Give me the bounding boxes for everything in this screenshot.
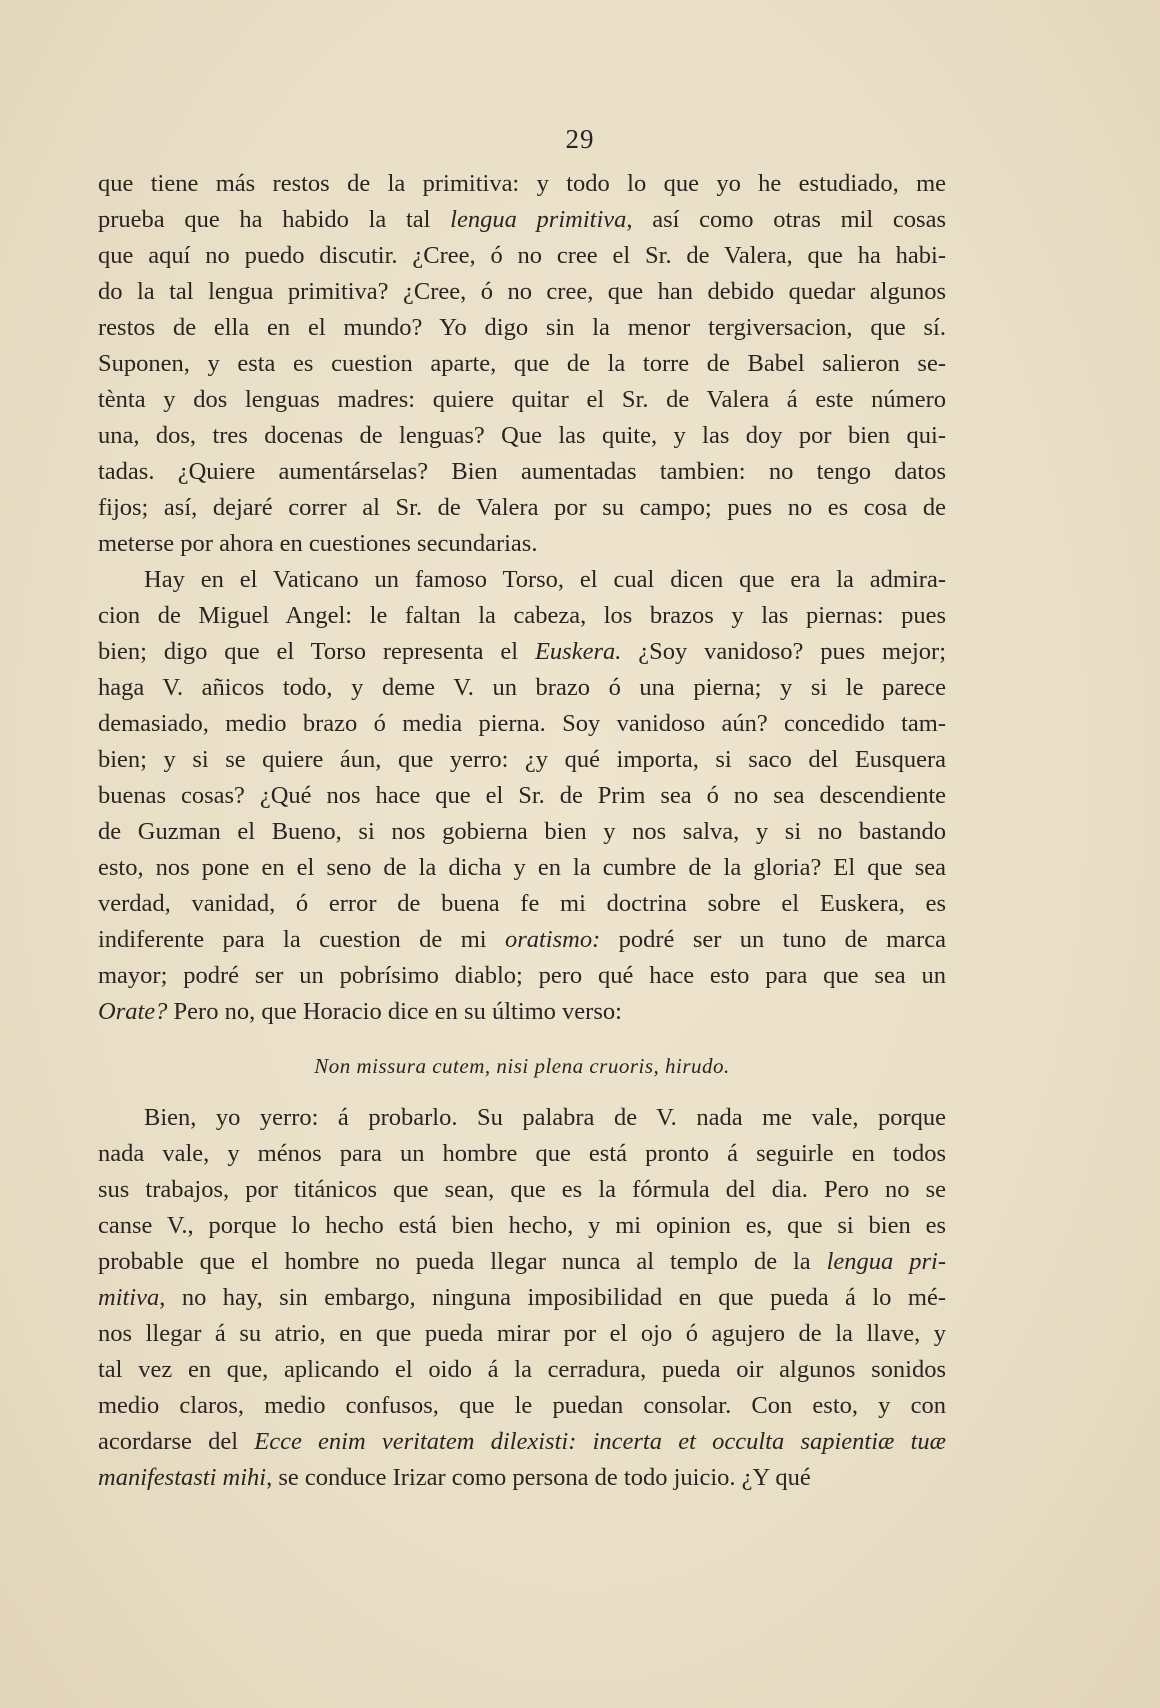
- text-line: [98, 634, 946, 670]
- text-run: prueba que ha habido la tal: [98, 206, 451, 233]
- text-line: [98, 562, 946, 598]
- text-line: [98, 994, 946, 1030]
- italic-phrase: Orate?: [98, 998, 168, 1025]
- text-line: [98, 202, 946, 238]
- text-run: Pero no, que Horacio dice en su último verso:: [167, 998, 622, 1025]
- latin-quote: Non missura cutem, nisi plena cruoris, hirudo.: [314, 1054, 730, 1078]
- text-line: [98, 1244, 946, 1280]
- text-line: [98, 1388, 946, 1424]
- text-line: [98, 418, 946, 454]
- text-run: Hay en el Vaticano un famoso Torso, el cual dicen que era la admira-: [144, 566, 946, 593]
- text-run: mayor; podré ser un pobrísimo diablo; pero qué hace esto para que sea un: [98, 962, 946, 989]
- text-run: buenas cosas? ¿Qué nos hace que el Sr. de Prim sea ó no sea descendiente: [98, 782, 946, 809]
- italic-phrase: lengua pri-: [826, 1248, 946, 1275]
- text-line: [98, 238, 946, 274]
- text-run: demasiado, medio brazo ó media pierna. Soy vanidoso aún? concedido tam-: [98, 710, 946, 737]
- text-run: sus trabajos, por titánicos que sean, que es la fórmula del dia. Pero no se: [98, 1176, 946, 1203]
- text-run: cion de Miguel Angel: le faltan la cabeza, los brazos y las piernas: pues: [98, 602, 946, 629]
- text-run: esto, nos pone en el seno de la dicha y en la cumbre de la gloria? El que sea: [98, 854, 946, 881]
- italic-phrase: lengua primitiva: [450, 206, 627, 233]
- text-line: [98, 1100, 946, 1136]
- text-run: probable que el hombre no pueda llegar nunca al templo de la: [98, 1248, 827, 1275]
- italic-phrase: mitiva: [98, 1284, 160, 1311]
- text-run: tènta y dos lenguas madres: quiere quitar el Sr. de Valera á este número: [98, 386, 946, 413]
- text-run: medio claros, medio confusos, que le puedan consolar. Con esto, y con: [98, 1392, 946, 1419]
- text-line: [98, 1172, 946, 1208]
- body-text: [98, 166, 946, 1496]
- text-line: [98, 1280, 946, 1316]
- text-run: Suponen, y esta es cuestion aparte, que de la torre de Babel salieron se-: [98, 350, 946, 377]
- text-line: [98, 526, 946, 562]
- text-line: [98, 850, 946, 886]
- text-line: [98, 742, 946, 778]
- text-line: [98, 346, 946, 382]
- text-line: [98, 598, 946, 634]
- text-line: [98, 166, 946, 202]
- text-line: [98, 1208, 946, 1244]
- text-run: Bien, yo yerro: á probarlo. Su palabra de V. nada me vale, porque: [144, 1104, 946, 1131]
- text-run: , no hay, sin embargo, ninguna imposibilidad en que pueda á lo mé-: [159, 1284, 946, 1311]
- italic-phrase: manifestasti mihi: [98, 1464, 267, 1491]
- text-run: acordarse del: [98, 1428, 255, 1455]
- paragraph-3: [98, 1100, 946, 1496]
- text-line: [98, 886, 946, 922]
- text-line: [98, 958, 946, 994]
- text-run: haga V. añicos todo, y deme V. un brazo ó una pierna; y si le parece: [98, 674, 946, 701]
- text-line: [98, 778, 946, 814]
- text-run: canse V., porque lo hecho está bien hecho, y mi opinion es, que si bien es: [98, 1212, 946, 1239]
- text-run: nada vale, y ménos para un hombre que está pronto á seguirle en todos: [98, 1140, 946, 1167]
- text-run: ¿Soy vanidoso? pues mejor;: [621, 638, 947, 665]
- text-line: [98, 382, 946, 418]
- text-line: [98, 706, 946, 742]
- text-run: tadas. ¿Quiere aumentárselas? Bien aumentadas tambien: no tengo datos: [98, 458, 946, 485]
- text-run: bien; digo que el Torso representa el: [98, 638, 535, 665]
- text-run: podré ser un tuno de marca: [600, 926, 946, 953]
- text-run: meterse por ahora en cuestiones secundarias.: [98, 530, 538, 557]
- page-number: 29: [565, 124, 595, 154]
- text-line: [98, 814, 946, 850]
- text-line: [98, 1136, 946, 1172]
- text-run: que aquí no puedo discutir. ¿Cree, ó no cree el Sr. de Valera, que ha habi-: [98, 242, 946, 269]
- text-run: fijos; así, dejaré correr al Sr. de Valera por su campo; pues no es cosa de: [98, 494, 946, 521]
- text-line: [98, 1460, 946, 1496]
- text-line: [98, 1424, 946, 1460]
- text-line: [98, 1316, 946, 1352]
- italic-phrase: oratismo:: [504, 926, 601, 953]
- text-line: [98, 670, 946, 706]
- text-run: una, dos, tres docenas de lenguas? Que las quite, y las doy por bien qui-: [98, 422, 946, 449]
- text-run: , así como otras mil cosas: [626, 206, 946, 233]
- text-run: verdad, vanidad, ó error de buena fe mi doctrina sobre el Euskera, es: [98, 890, 946, 917]
- text-line: [98, 1352, 946, 1388]
- italic-phrase: Euskera.: [534, 638, 622, 665]
- paragraph-2: [98, 562, 946, 1030]
- text-run: indiferente para la cuestion de mi: [98, 926, 505, 953]
- text-run: do la tal lengua primitiva? ¿Cree, ó no cree, que han debido quedar algunos: [98, 278, 946, 305]
- italic-phrase: Ecce enim veritatem dilexisti: incerta et occulta sapientiæ tuæ: [254, 1428, 947, 1455]
- text-line: [98, 490, 946, 526]
- text-run: de Guzman el Bueno, si nos gobierna bien y nos salva, y si no bastando: [98, 818, 946, 845]
- text-line: [98, 922, 946, 958]
- paragraph-1: [98, 166, 946, 562]
- text-line: [98, 454, 946, 490]
- text-run: tal vez en que, aplicando el oido á la cerradura, pueda oir algunos sonidos: [98, 1356, 946, 1383]
- text-line: [98, 274, 946, 310]
- text-run: , se conduce Irizar como persona de todo juicio. ¿Y qué: [266, 1464, 811, 1491]
- text-line: [98, 310, 946, 346]
- text-run: nos llegar á su atrio, en que pueda mirar por el ojo ó agujero de la llave, y: [98, 1320, 946, 1347]
- text-run: restos de ella en el mundo? Yo digo sin la menor tergiversacion, que sí.: [98, 314, 946, 341]
- text-run: que tiene más restos de la primitiva: y todo lo que yo he estudiado, me: [98, 170, 946, 197]
- text-run: bien; y si se quiere áun, que yerro: ¿y qué importa, si saco del Eusquera: [98, 746, 946, 773]
